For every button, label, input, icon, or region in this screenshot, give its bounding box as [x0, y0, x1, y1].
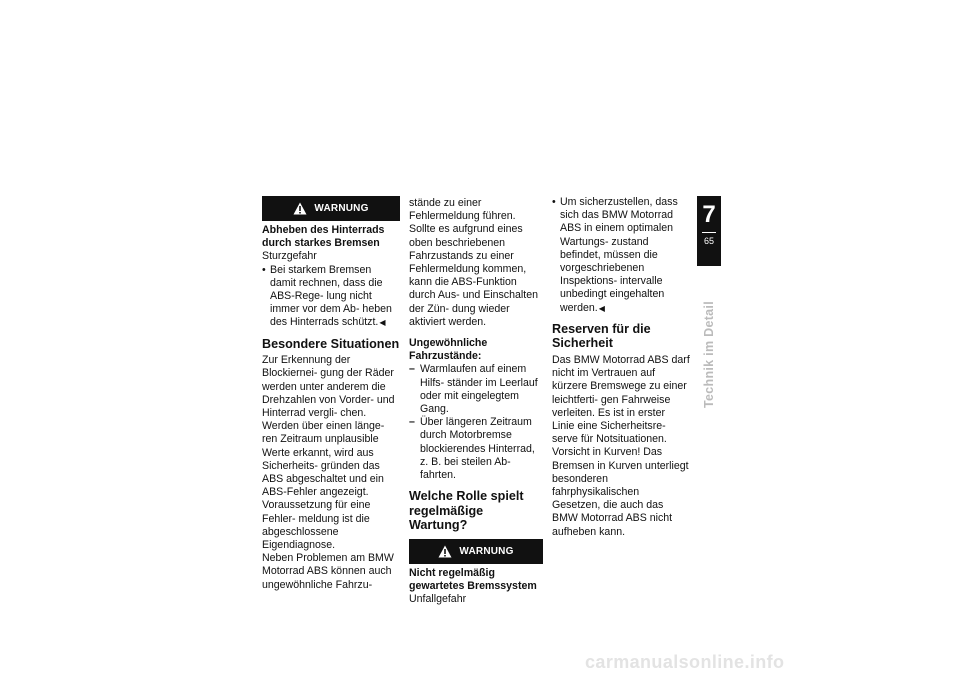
warning-subtitle: Unfallgefahr	[409, 593, 467, 606]
paragraph: stände zu einer Fehlermeldung führen.	[409, 197, 516, 223]
warning-bullet-text: Bei starkem Bremsen damit rechnen, dass die ABS-Rege- lung nicht immer vor dem Ab- heben des Hinterrads schützt.	[270, 263, 392, 329]
page-number: 65	[703, 236, 714, 246]
end-marker-icon: ◀	[598, 303, 605, 313]
paragraph: Sollte es aufgrund eines oben beschriebenen Fahrzustands zu einer Fehlermeldung kommen, kann die ABS-Funktion durch Aus- und Einschalten der Zün- dung wieder aktiviert werden.	[409, 223, 538, 328]
warning-box	[409, 539, 543, 564]
chapter-title-vertical: Technik im Detail	[702, 301, 716, 408]
end-marker-icon: ◀	[379, 318, 386, 328]
chapter-tab	[697, 196, 721, 266]
section-title-reserven: Reserven für die Sicherheit	[552, 321, 651, 351]
warning-label: WARNUNG	[314, 202, 369, 214]
column-2	[409, 197, 543, 607]
warning-title: Abheben des Hinterrads durch starkes Bremsen	[262, 224, 385, 250]
paragraph: Vorsicht in Kurven! Das Bremsen in Kurven unterliegt besonderen fahrphysikalischen Gesetzen, die auch das BMW Motorrad ABS nicht aufheben kann.	[552, 446, 689, 538]
list-item: – Über längeren Zeitraum durch Motorbremse blockierendes Hinterrad, z. B. bei steilen Ab- fahrten.	[409, 416, 543, 482]
subheading-fahrzustaende: Ungewöhnliche Fahrzustände:	[409, 337, 488, 363]
paragraph: Neben Problemen am BMW Motorrad ABS können auch ungewöhnliche Fahrzu-	[262, 552, 394, 591]
warning-box	[262, 196, 400, 221]
column-1	[262, 196, 400, 592]
warning-label: WARNUNG	[459, 545, 514, 557]
list-item: – Warmlaufen auf einem Hilfs- ständer im Leerlauf oder mit eingelegtem Gang.	[409, 363, 543, 416]
section-title-besondere: Besondere Situationen	[262, 336, 400, 351]
paragraph: Das BMW Motorrad ABS darf nicht im Vertrauen auf kürzere Bremswege zu einer leichtferti- gen Fahrweise verleiten. Es ist in erster Linie eine Sicherheitsre- serve für Notsituationen.	[552, 354, 690, 446]
maintenance-bullet	[552, 196, 690, 315]
divider	[702, 232, 716, 233]
section-title-wartung: Welche Rolle spielt regelmäßige Wartung?	[409, 489, 524, 533]
warning-triangle-icon	[293, 202, 307, 215]
watermark-footer: carmanualsonline.info	[585, 652, 785, 672]
chapter-number: 7	[702, 201, 716, 228]
warning-bullet	[262, 264, 400, 330]
warning-triangle-icon	[438, 545, 452, 558]
column-3	[552, 196, 690, 539]
paragraph: Zur Erkennung der Blockiernei- gung der Räder werden unter anderem die Drehzahlen von Vorder- und Hinterrad vergli- chen. Werden über einen länge- ren Zeitraum unplausible Werte erkannt, wird aus Sicherheits- gründen das ABS abgeschaltet und ein ABS-Fehler angezeigt. Voraussetzung für eine Fehler- meldung ist die abgeschlossene Eigendiagnose.	[262, 354, 395, 552]
warning-subtitle: Sturzgefahr	[262, 250, 317, 263]
maintenance-bullet-text: Um sicherzustellen, dass sich das BMW Motorrad ABS in einem optimalen Wartungs- zustand befindet, müssen die vorgeschriebenen Inspektions- intervalle unbedingt eingehalten werden.	[560, 196, 678, 314]
warning-title: Nicht regelmäßig gewartetes Bremssystem	[409, 567, 537, 593]
